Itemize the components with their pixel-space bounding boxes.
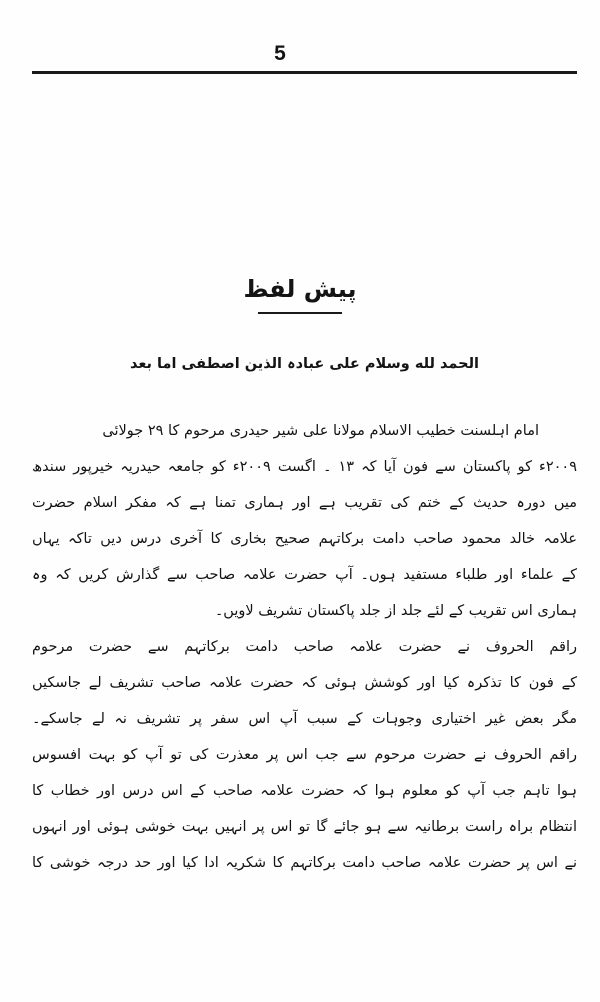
text-line: نے اس پر حضرت علامہ صاحب دامت برکاتہم کا شکریہ ادا کیا اور حد درجہ خوشی کا — [32, 855, 577, 871]
title-underline — [258, 312, 342, 314]
text-line: انتظام براہ راست برطانیہ سے ہو جائے گا تو اس پر انہیں بہت خوشی ہوئی اور انہوں — [32, 819, 577, 835]
text-line: ہماری اس تقریب کے لئے جلد از جلد پاکستان تشریف لاویں۔ — [214, 603, 577, 619]
text-line: علامہ خالد محمود صاحب دامت برکاتہم صحیح بخاری کا آخری درس دیں تاکہ یہاں — [32, 531, 577, 547]
body-text — [32, 413, 577, 881]
text-line: مگر بعض غیر اختیاری وجوہات کے سبب آپ اس سفر پر تشریف نہ لے جاسکے۔ — [32, 711, 577, 727]
text-line: ۲۰۰۹ء کو پاکستان سے فون آیا کہ ۱۳ ۔ اگست ۲۰۰۹ء کو جامعہ حیدریہ خیرپور سندھ — [32, 459, 577, 475]
text-line: راقم الحروف نے حضرت علامہ صاحب دامت برکاتہم سے حضرت مرحوم — [32, 639, 577, 655]
text-line: راقم الحروف نے حضرت مرحوم سے جب اس پر معذرت کی تو آپ کو بہت افسوس — [32, 747, 577, 763]
text-line: امام اہلسنت خطیب الاسلام مولانا علی شیر حیدری مرحوم کا ۲۹ جولائی — [102, 423, 539, 439]
text-line: ہوا تاہم جب آپ کو معلوم ہوا کہ حضرت علامہ صاحب کے اس درس اور خطاب کا — [32, 783, 577, 799]
invocation-line: الحمد لله وسلام علی عبادہ الذین اصطفی اما بعد — [129, 356, 479, 372]
text-line: کے علماء اور طلباء مستفید ہوں۔ آپ حضرت علامہ صاحب سے گذارش کریں کہ وہ — [32, 567, 577, 583]
page-title: پیش لفظ — [243, 275, 357, 303]
page-number: 5 — [274, 42, 286, 65]
header-rule — [32, 71, 577, 74]
text-line: کے فون کا تذکرہ کیا اور کوشش ہوئی کہ حضرت علامہ صاحب تشریف لے جاسکیں — [32, 675, 577, 691]
text-line: میں دورہ حدیث کے ختم کی تقریب ہے اور ہماری تمنا ہے کہ مفکر اسلام حضرت — [32, 495, 577, 511]
